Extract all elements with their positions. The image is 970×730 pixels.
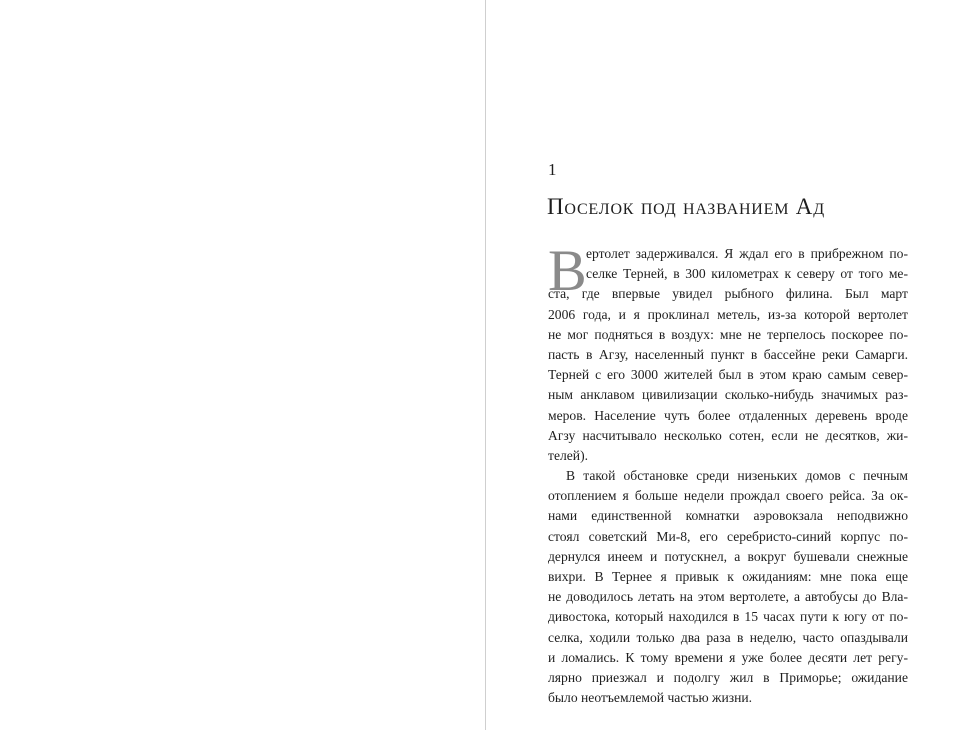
text-line: ста, где впервые увидел рыбного филина. Был март: [548, 286, 908, 302]
text-line: пасть в Агзу, населенный пункт в бассейне реки Самарги.: [548, 346, 908, 362]
text-line: не мог подняться в воздух: мне не терпелось поскорее по-: [548, 326, 908, 342]
text-line: селке Терней, в 300 километрах к северу от того ме-: [586, 266, 908, 282]
text-line: стоял советский Ми-8, его серебристо-синий корпус по-: [548, 528, 908, 544]
text-line: не доводилось летать на этом вертолете, а автобусы до Вла-: [548, 589, 908, 605]
right-page: [486, 0, 970, 730]
text-line: В такой обстановке среди низеньких домов с печным: [566, 468, 908, 484]
text-line: было неотъемлемой частью жизни.: [548, 690, 753, 706]
drop-cap-letter: В: [548, 238, 587, 303]
text-line: дернулся инеем и потускнел, а вокруг бушевали снежные: [548, 548, 908, 564]
text-line: Терней с его 3000 жителей был в этом краю самым север-: [548, 367, 908, 383]
text-line: и ломались. К тому времени я уже более десяти лет регу-: [548, 649, 908, 665]
text-line: ным анклавом цивилизации сколько-нибудь значимых раз-: [548, 387, 908, 403]
text-line: Агзу насчитывало несколько сотен, если не десятков, жи-: [548, 427, 908, 443]
text-line: дивостока, который находился в 15 часах пути к югу от по-: [548, 609, 908, 625]
chapter-body: [548, 238, 908, 708]
text-line: нами единственной комнатки аэровокзала неподвижно: [548, 508, 908, 524]
text-line: меров. Население чуть более отдаленных деревень вроде: [548, 407, 908, 423]
paragraph-2: [548, 466, 908, 708]
chapter-number: 1: [548, 160, 557, 179]
text-line: лярно приезжал и подолгу жил в Приморье; ожидание: [548, 669, 908, 685]
text-line: телей).: [548, 447, 588, 463]
text-line: 2006 года, и я проклинал метель, из-за которой вертолет: [548, 306, 908, 322]
text-line: отоплением я больше недели прождал своего рейса. За ок-: [548, 488, 908, 504]
paragraph-1: [548, 238, 908, 466]
chapter-title: Поселок под названием Ад: [547, 194, 825, 219]
text-line: вихри. В Тернее я привык к ожиданиям: мне пока еще: [548, 569, 908, 584]
text-line: ертолет задерживался. Я ждал его в прибрежном по-: [586, 246, 908, 261]
text-line: селка, ходили только два раза в неделю, часто опаздывали: [548, 629, 908, 645]
